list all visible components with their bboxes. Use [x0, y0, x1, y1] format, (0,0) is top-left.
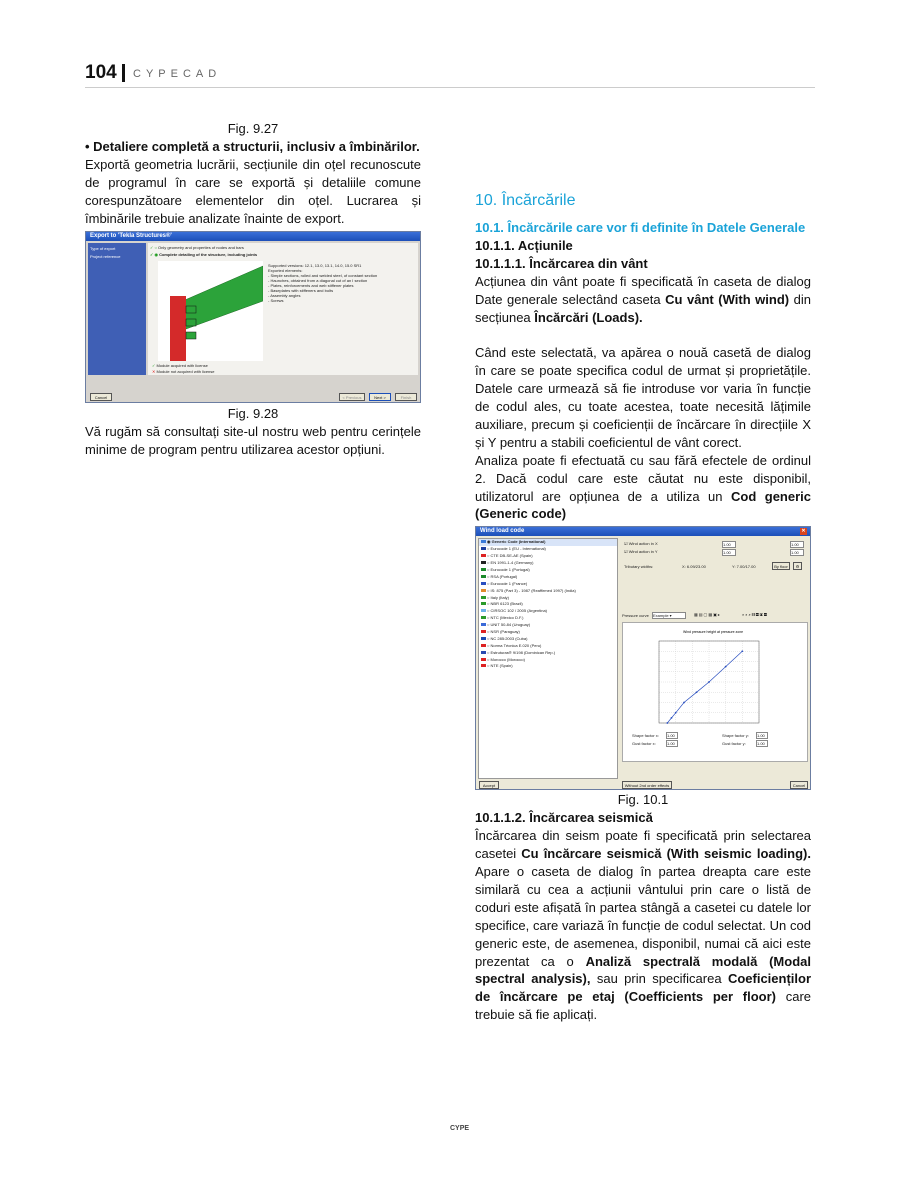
gust-y-label: Gust factor y:: [722, 741, 746, 747]
code-list-item[interactable]: ○ CIRSOC 102 / 2005 (Argentina): [479, 608, 617, 615]
radio-icon: ○: [487, 628, 491, 634]
radio-icon: ○: [487, 594, 491, 600]
section-heading-10-1: 10.1. Încărcările care vor fi definite în Datele Generale: [475, 220, 806, 235]
data-point: [696, 692, 698, 694]
flag-icon: [481, 561, 486, 564]
zoom-toolbar[interactable]: ⌕⌕⌕▨▤▣▦: [742, 612, 768, 618]
dialog-title: Wind load code ✕: [476, 527, 810, 536]
data-point: [683, 702, 685, 704]
data-point: [741, 651, 743, 653]
shape-y-label: Shape factor y:: [722, 733, 749, 739]
gust-x-label: Gust factor x:: [632, 741, 656, 747]
flag-icon: [481, 602, 486, 605]
radio-icon: ○: [487, 649, 491, 655]
radio-icon: ○: [487, 566, 491, 572]
check-icon: ✓ ○: [150, 245, 158, 251]
flag-icon: [481, 658, 486, 661]
brand-name: CYPECAD: [133, 68, 222, 80]
data-point: [671, 717, 673, 719]
radio-icon: ○: [487, 560, 491, 566]
second-order-button[interactable]: Without 2nd order effects: [622, 781, 672, 789]
code-list-item[interactable]: ○ NBR 6123 (Brazil): [479, 601, 617, 608]
flag-icon: [481, 616, 486, 619]
radio-icon: ○: [487, 587, 491, 593]
shape-x-input[interactable]: 1.00: [666, 732, 678, 739]
fig-9-27-caption: Fig. 9.27: [227, 121, 279, 136]
radio-icon: ○: [487, 573, 491, 579]
sidebar-item: Project reference: [90, 254, 121, 260]
plate: [186, 306, 196, 313]
plate: [186, 332, 196, 339]
wind-dialog-screenshot: [475, 526, 811, 790]
export-item: - Plates, reinforcements and web stiffener plates: [268, 283, 354, 289]
gust-x-input[interactable]: 1.00: [666, 740, 678, 747]
flag-icon: [481, 540, 486, 543]
flag-icon: [481, 651, 486, 654]
section-heading-10-1-1-1: 10.1.1.1. Încărcarea din vânt: [475, 255, 648, 271]
code-list-item[interactable]: ○ NTC (Mexico D.F.): [479, 615, 617, 622]
code-list-item[interactable]: ○ NSR (Paraguay): [479, 629, 617, 636]
export-item: - Baseplates with stiffeners and bolts: [268, 288, 334, 294]
page-number: 104: [85, 62, 117, 83]
plate: [186, 319, 196, 326]
flag-icon: [481, 547, 486, 550]
cancel-button[interactable]: Cancel: [90, 393, 112, 401]
cross-icon: ✕: [152, 369, 157, 375]
export-dialog-screenshot: [85, 231, 421, 403]
section-heading-10: 10. Încărcările: [475, 192, 576, 209]
shape-y-input[interactable]: 1.00: [756, 732, 768, 739]
export-item: - Simple sections, rolled and welded steel, of constant section: [268, 273, 378, 279]
code-list-item[interactable]: ○ NTE (Spain): [479, 663, 617, 670]
settings-icon[interactable]: ⚙: [793, 562, 802, 570]
flag-icon: [481, 554, 486, 557]
page-header: [85, 60, 815, 88]
code-list-items: [479, 539, 617, 670]
export-item: - Assembly angles: [268, 293, 301, 299]
radio-icon: ○: [487, 553, 491, 559]
fig-9-28-caption: Fig. 9.28: [227, 406, 279, 422]
paragraph: Vă rugăm să consultați site-ul nostru web pentru cerințele minime de program pentru utilizarea acestor opțiuni.: [85, 424, 421, 458]
structure-image: [158, 261, 263, 361]
paragraph: Exportă geometria lucrării, secțiunile din oțel recunoscute de programul în care se exportă și detaliile comune corespunzătoare elementelor din oțel. Lucrarea și îmbinările trebuie analizate înainte de export.: [85, 156, 421, 226]
wind-y-value[interactable]: 1.00: [722, 549, 736, 556]
left-column: [85, 120, 421, 459]
export-item: - Haunches, obtained from a diagonal cut of an I section: [268, 278, 368, 284]
flag-icon: [481, 589, 486, 592]
code-list-item[interactable]: ○ UNIT 50-84 (Uruguay): [479, 622, 617, 629]
chart-title: Wind pressure height at pressure zone: [683, 630, 744, 635]
cancel-button[interactable]: Cancel: [790, 781, 808, 789]
curve-toolbar[interactable]: ▦▤▢▦▣▸: [694, 612, 721, 618]
check-icon: ✓ ◉: [150, 252, 160, 258]
wind-y-checkbox[interactable]: ☑ Wind action in Y: [624, 549, 658, 555]
flag-icon: [481, 582, 486, 585]
code-list-item[interactable]: ○ Norma Técnica E.020 (Peru): [479, 643, 617, 650]
pressure-curve-label: Pressure curve: [622, 613, 649, 619]
structure-preview: [158, 261, 263, 361]
radio-icon: ○: [487, 580, 491, 586]
data-point: [675, 712, 677, 714]
flag-icon: [481, 609, 486, 612]
paragraph: Acțiunea din vânt poate fi specificată în caseta de dialog Date generale selectând caseta Cu vânt (With wind) din secțiunea Încărcări (Loads).: [475, 273, 811, 325]
dialog-title: Export to 'Tekla Structures®': [86, 232, 420, 241]
shape-x-label: Shape factor x:: [632, 733, 659, 739]
code-list-item[interactable]: ○ NC 285:2003 (Cuba): [479, 636, 617, 643]
gust-y-input[interactable]: 1.00: [756, 740, 768, 747]
steel-column: [170, 296, 186, 361]
radio-icon: ○: [487, 642, 491, 648]
wind-x-value[interactable]: 1.00: [722, 541, 736, 548]
radio-icon: ○: [487, 656, 491, 662]
close-icon[interactable]: ✕: [801, 528, 806, 535]
versions: Supported versions: 12.1, 13.0, 13.1, 14.0, 15.0 SR1: [268, 263, 362, 269]
header-divider: [122, 64, 125, 82]
radio-icon: ○: [487, 546, 491, 552]
legend-not-acquired: ✕ Module not acquired with license: [152, 369, 215, 375]
code-list-item[interactable]: ○ Eurocode 1 (EU - International): [479, 546, 617, 553]
flag-icon: [481, 568, 486, 571]
flag-icon: [481, 630, 486, 633]
sidebar-item: Type of export: [90, 246, 116, 252]
code-list-item[interactable]: ○ Eurocode 1 (Portugal): [479, 567, 617, 574]
flag-icon: [481, 623, 486, 626]
exported-label: Exported elements:: [268, 268, 303, 274]
code-list-item[interactable]: ○ Estruturas® 9/198 (Dominican Rep.): [479, 650, 617, 657]
code-list-item[interactable]: ○ RSA (Portugal): [479, 574, 617, 581]
flag-icon: [481, 596, 486, 599]
radio-icon: ○: [487, 635, 491, 641]
tributary-label: Tributary widths:: [624, 564, 654, 570]
pressure-series-line: [667, 652, 742, 724]
code-list-item[interactable]: ○ Italy (Italy): [479, 595, 617, 602]
paragraph: Când este selectată, va apărea o nouă casetă de dialog în care se poate specifica codul de urmat și proprietățile. Datele care urmează să fie introduse vor varia în funcție de codul ales, cu toate acestea, toate necesită lățimile auxiliare, precum și coeficienții de încărcare în direcțiile X și Y pentru a stabili coeficientul de vânt corect.: [475, 345, 811, 450]
flag-icon: [481, 575, 486, 578]
dialog-sidebar: [88, 243, 146, 375]
check-icon: ✓: [152, 363, 157, 369]
radio-option[interactable]: ✓ ○ Only geometry and properties of nodes and bars: [150, 245, 244, 251]
data-point: [708, 681, 710, 683]
code-list-item[interactable]: ○ Morocco (Morocco): [479, 657, 617, 664]
export-info: [268, 263, 416, 303]
right-column: [475, 190, 811, 1024]
data-point: [666, 722, 668, 724]
paragraph: Încărcarea din seism poate fi specificată prin selectarea casetei Cu încărcare seismică (With seismic loading). Apare o caseta de dialog în partea dreapta care este similară cu cea a acțiunii vântului prin care o listă de coduri este afișată în partea stângă a casetei cu datele lor specifice, care variază în funcție de codul selectat. Un cod generic este, de asemenea, disponibil, numai că aici este prezentat ca o Analiză spectrală modală (Modal spectral analysis), sau prin specificarea Coeficienților de încărcare pe etaj (Coefficients per floor) care trebuie să fie aplicați.: [475, 828, 812, 1023]
fig-10-1-caption: Fig. 10.1: [617, 792, 669, 808]
code-list-item[interactable]: ○ EN 1991-1-4 (Germany): [479, 560, 617, 567]
radio-icon: ○: [487, 615, 491, 621]
flag-icon: [481, 664, 486, 667]
pressure-curve-select[interactable]: Example ▾: [652, 612, 686, 619]
radio-option[interactable]: ✓ ◉ Complete detailing of the structure, including joints: [150, 252, 258, 258]
dialog-content: [148, 243, 418, 375]
previous-button[interactable]: < Previous: [339, 393, 365, 401]
code-list-item[interactable]: ○ Eurocode 1 (France): [479, 581, 617, 588]
bullet-title: • Detaliere completă a structurii, inclusiv a îmbinărilor.: [85, 138, 420, 154]
finish-button[interactable]: Finish: [395, 393, 417, 401]
next-button[interactable]: Next >: [369, 393, 391, 401]
radio-icon: ◉: [487, 539, 492, 545]
flag-icon: [481, 637, 486, 640]
by-floor-button[interactable]: By floor: [772, 562, 790, 570]
paragraph: Analiza poate fi efectuată cu sau fără efectele de ordinul 2. Dacă codul care este căutat nu este disponibil, utilizatorul are opțiunea de a utiliza un Cod generic (Generic code): [475, 452, 811, 522]
tributary-y: Y: 7.00/17.00: [732, 564, 756, 570]
page-footer: CYPE: [449, 1125, 470, 1132]
code-list: [478, 538, 618, 779]
code-list-item[interactable]: ○ CTE DB-SE-AE (Spain): [479, 553, 617, 560]
wind-x-value-2[interactable]: 1.00: [790, 541, 804, 548]
tributary-x: X: 6.09/23.00: [682, 564, 706, 570]
export-item: - Screws: [268, 298, 284, 304]
wind-x-checkbox[interactable]: ☑ Wind action in X: [624, 541, 658, 547]
radio-icon: ○: [487, 622, 491, 628]
code-list-item[interactable]: ○ IS: 875 (Part 3) - 1987 (Reaffirmed 1997) (India): [479, 588, 617, 595]
radio-icon: ○: [487, 608, 491, 614]
wind-y-value-2[interactable]: 1.00: [790, 549, 804, 556]
accept-button[interactable]: Accept: [479, 781, 499, 789]
radio-icon: ○: [487, 601, 491, 607]
data-point: [725, 666, 727, 668]
radio-icon: ○: [487, 663, 491, 669]
code-list-item[interactable]: ◉ Generic Code (International): [479, 539, 617, 546]
section-heading-10-1-1-2: 10.1.1.2. Încărcarea seismică: [475, 810, 653, 826]
legend-acquired: ✓ Module acquired with license: [152, 363, 208, 369]
flag-icon: [481, 644, 486, 647]
wind-options: [622, 539, 808, 779]
section-heading-10-1-1: 10.1.1. Acțiunile: [475, 237, 573, 253]
